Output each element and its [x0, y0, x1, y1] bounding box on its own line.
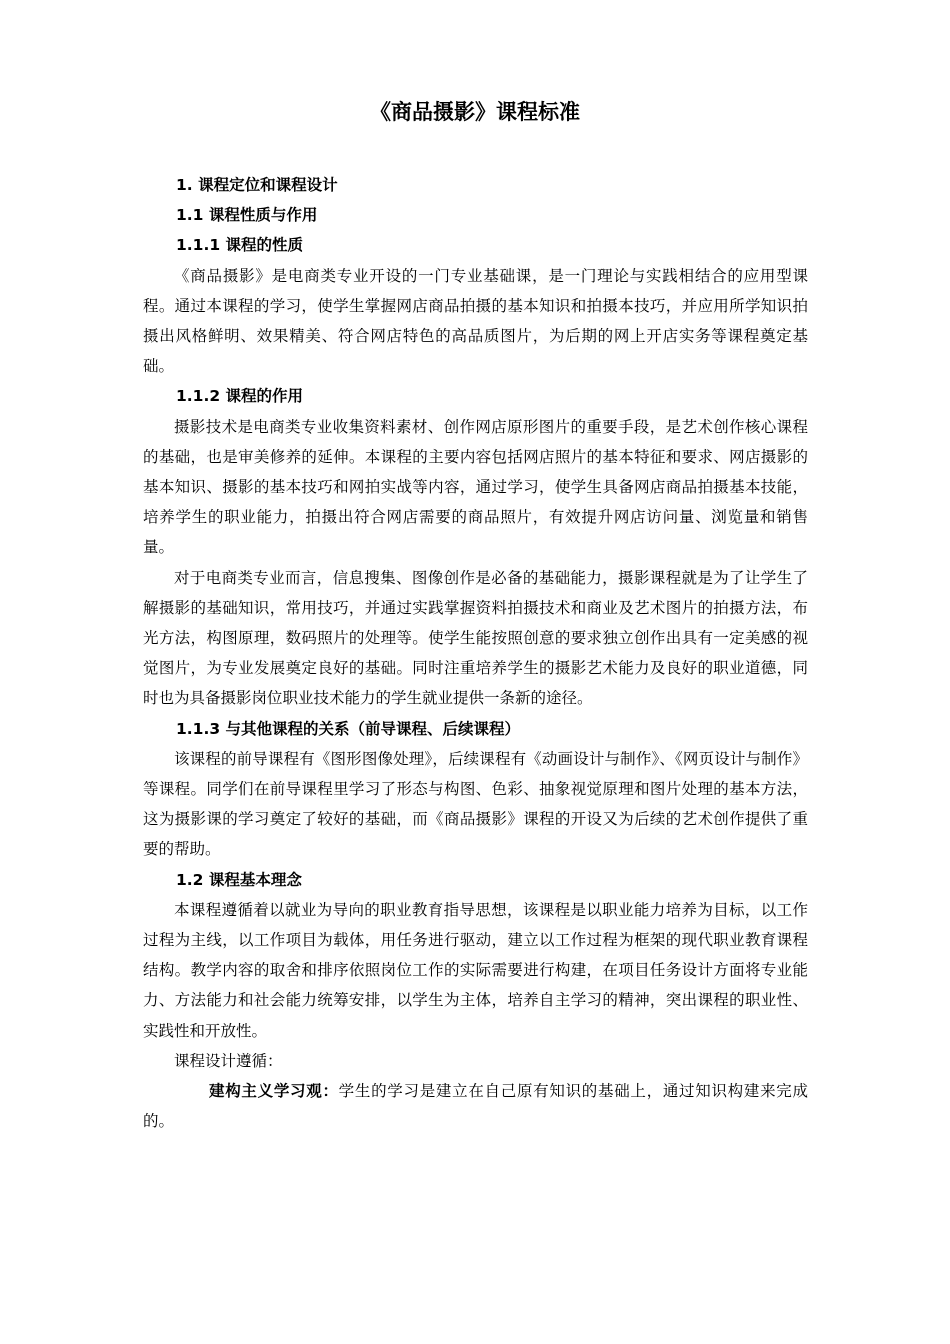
paragraph-course-relations: 该课程的前导课程有《图形图像处理》，后续课程有《动画设计与制作》、《网页设计与制作》等课程。同学们在前导课程里学习了形态与构图、色彩、抽象视觉原理和图片处理的基本方法，这为摄影课的学习奠定了较好的基础，而《商品摄影》课程的开设又为后续的艺术创作提供了重要的帮助。 [143, 749, 808, 859]
document-title: 《商品摄影》课程标准 [370, 100, 580, 124]
paragraph-course-concept: 本课程遵循着以就业为导向的职业教育指导思想，该课程是以职业能力培养为目标，以工作过程为主线，以工作项目为载体，用任务进行驱动，建立以工作过程为框架的现代职业教育课程结构。教学内容的取舍和排序依照岗位工作的实际需要进行构建，在项目任务设计方面将专业能力、方法能力和社会能力统筹安排，以学生为主体，培养自主学习的精神，突出课程的职业性、实践性和开放性。 [143, 900, 808, 1040]
heading-1-2: 1.2 课程基本理念 [176, 870, 302, 889]
constructivism-text: 学生的学习是建立在自己原有知识的基础上，通过知识构建来完成的。 [143, 1082, 808, 1131]
paragraph-course-role-2: 对于电商类专业而言，信息搜集、图像创作是必备的基础能力，摄影课程就是为了让学生了解摄影的基础知识，常用技巧，并通过实践掌握资料拍摄技术和商业及艺术图片的拍摄方法，布光方法，构图原理，数码照片的处理等。使学生能按照创意的要求独立创作出具有一定美感的视觉图片，为专业发展奠定良好的基础。同时注重培养学生的摄影艺术能力及良好的职业道德，同时也为具备摄影岗位职业技术能力的学生就业提供一条新的途径。 [143, 568, 808, 708]
constructivism-label: 建构主义学习观： [209, 1082, 339, 1101]
paragraph-course-nature: 《商品摄影》是电商类专业开设的一门专业基础课，是一门理论与实践相结合的应用型课程。通过本课程的学习，使学生掌握网店商品拍摄的基本知识和拍摄本技巧，并应用所学知识拍摄出风格鲜明、效果精美、符合网店特色的高品质图片，为后期的网上开店实务等课程奠定基础。 [143, 266, 808, 376]
heading-1-1-2: 1.1.2 课程的作用 [176, 387, 304, 406]
paragraph-constructivism [143, 1076, 808, 1136]
paragraph-course-role: 摄影技术是电商类专业收集资料素材、创作网店原形图片的重要手段，是艺术创作核心课程的基础，也是审美修养的延伸。本课程的主要内容包括网店照片的基本特征和要求、网店摄影的基本知识、摄影的基本技巧和网拍实战等内容，通过学习，使学生具备网店商品拍摄基本技能，培养学生的职业能力，拍摄出符合网店需要的商品照片，有效提升网店访问量、浏览量和销售量。 [143, 417, 808, 557]
heading-1: 1. 课程定位和课程设计 [176, 176, 338, 194]
heading-1-1-3: 1.1.3 与其他课程的关系（前导课程、后续课程） [176, 719, 521, 738]
heading-1-1-1: 1.1.1 课程的性质 [176, 236, 304, 255]
heading-1-1: 1.1 课程性质与作用 [176, 206, 318, 225]
paragraph-design-follows: 课程设计遵循： [174, 1051, 283, 1070]
document-body [143, 170, 808, 1137]
